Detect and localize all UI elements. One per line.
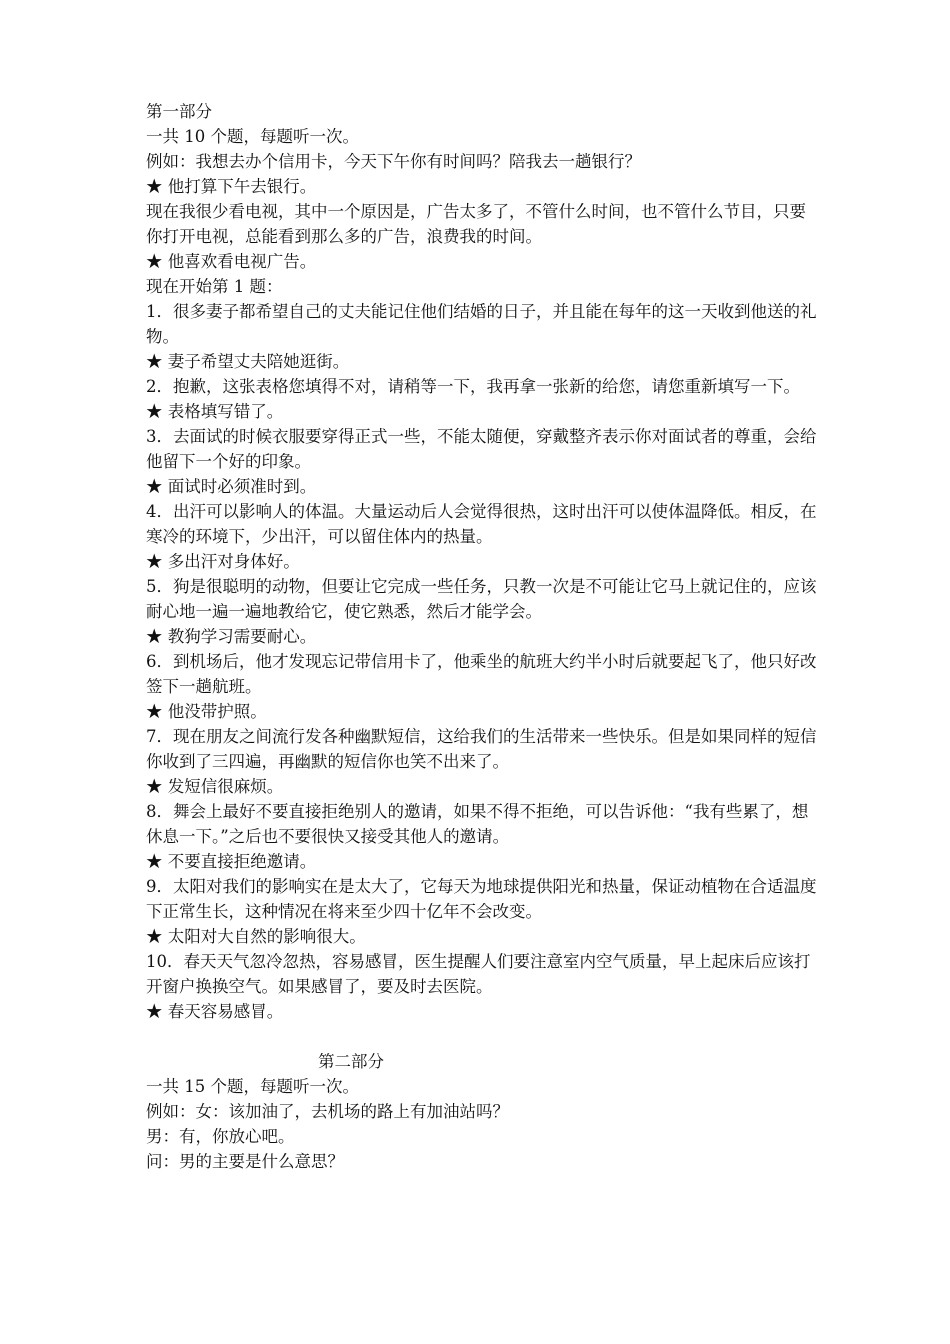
question-4-answer: ★ 多出汗对身体好。 [146,552,300,571]
question-7-text: 7．现在朋友之间流行发各种幽默短信，这给我们的生活带来一些快乐。但是如果同样的短信你收到了三四遍，再幽默的短信你也笑不出来了。 [146,727,817,771]
part1-intro: 一共 10 个题，每题听一次。 [146,127,359,146]
document-body [146,99,818,1174]
question-9-text: 9．太阳对我们的影响实在是太大了，它每天为地球提供阳光和热量，保证动植物在合适温度下正常生长，这种情况在将来至少四十亿年不会改变。 [146,877,817,921]
question-10-answer: ★ 春天容易感冒。 [146,1002,284,1021]
example1-answer: ★ 他打算下午去银行。 [146,177,317,196]
part1-start: 现在开始第 1 题： [146,277,283,296]
part2-example-woman: 例如：女：该加油了，去机场的路上有加油站吗？ [146,1102,509,1121]
question-10-text: 10．春天天气忽冷忽热，容易感冒，医生提醒人们要注意室内空气质量，早上起床后应该打开窗户换换空气。如果感冒了，要及时去医院。 [146,952,811,996]
question-1-text: 1．很多妻子都希望自己的丈夫能记住他们结婚的日子，并且能在每年的这一天收到他送的礼物。 [146,302,817,346]
question-9-answer: ★ 太阳对大自然的影响很大。 [146,927,366,946]
question-2-text: 2．抱歉，这张表格您填得不对，请稍等一下，我再拿一张新的给您，请您重新填写一下。 [146,377,800,396]
question-5-text: 5．狗是很聪明的动物，但要让它完成一些任务，只教一次是不可能让它马上就记住的，应该耐心地一遍一遍地教给它，使它熟悉，然后才能学会。 [146,577,817,621]
example2-answer: ★ 他喜欢看电视广告。 [146,252,317,271]
part2-example-man: 男：有，你放心吧。 [146,1127,295,1146]
question-2-answer: ★ 表格填写错了。 [146,402,284,421]
part2-intro: 一共 15 个题，每题听一次。 [146,1077,359,1096]
example1-text: 例如：我想去办个信用卡，今天下午你有时间吗？陪我去一趟银行？ [146,152,641,171]
part1-title: 第一部分 [146,102,212,121]
question-8-answer: ★ 不要直接拒绝邀请。 [146,852,317,871]
question-6-answer: ★ 他没带护照。 [146,702,267,721]
question-8-text: 8．舞会上最好不要直接拒绝别人的邀请，如果不得不拒绝，可以告诉他：“我有些累了，想休息一下。”之后也不要很快又接受其他人的邀请。 [146,802,809,846]
question-7-answer: ★ 发短信很麻烦。 [146,777,284,796]
question-5-answer: ★ 教狗学习需要耐心。 [146,627,317,646]
example2-text: 现在我很少看电视，其中一个原因是，广告太多了，不管什么时间，也不管什么节目，只要你打开电视，总能看到那么多的广告，浪费我的时间。 [146,202,806,246]
question-3-text: 3．去面试的时候衣服要穿得正式一些，不能太随便，穿戴整齐表示你对面试者的尊重，会给他留下一个好的印象。 [146,427,817,471]
question-4-text: 4．出汗可以影响人的体温。大量运动后人会觉得很热，这时出汗可以使体温降低。相反，在寒冷的环境下，少出汗，可以留住体内的热量。 [146,502,817,546]
part2-example-question: 问：男的主要是什么意思？ [146,1152,344,1171]
section-gap [146,1024,818,1049]
part2-title: 第二部分 [318,1052,384,1071]
question-1-answer: ★ 妻子希望丈夫陪她逛街。 [146,352,350,371]
question-3-answer: ★ 面试时必须准时到。 [146,477,317,496]
question-6-text: 6．到机场后，他才发现忘记带信用卡了，他乘坐的航班大约半小时后就要起飞了，他只好改签下一趟航班。 [146,652,817,696]
